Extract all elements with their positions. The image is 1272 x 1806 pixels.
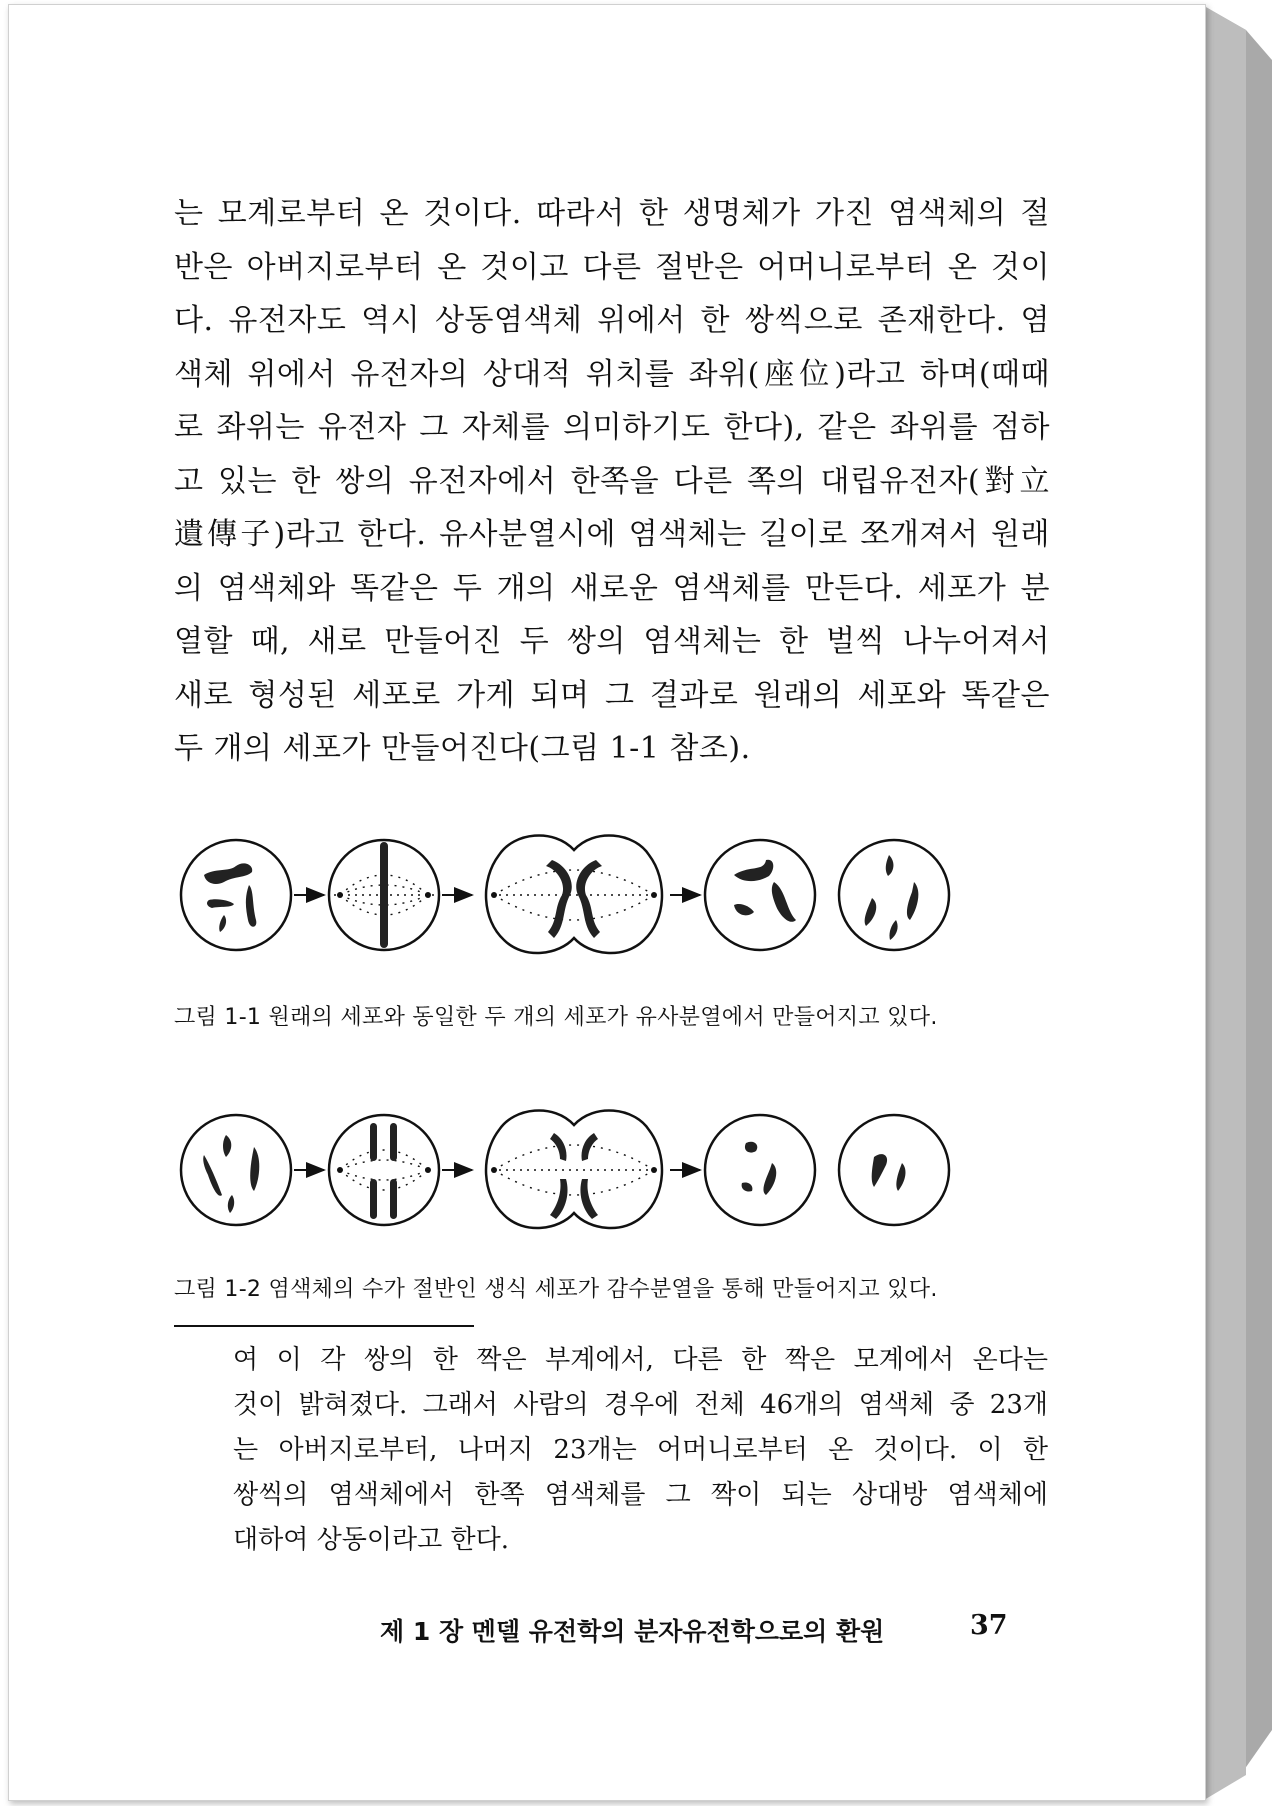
- running-head: 제 1 장 멘델 유전학의 분자유전학으로의 환원: [380, 1617, 885, 1646]
- figure1-caption: 그림 1-1 원래의 세포와 동일한 두 개의 세포가 유사분열에서 만들어지고 있다.: [174, 1005, 938, 1030]
- body-line: 고 있는 한 쌍의 유전자에서 한쪽을 다른 쪽의 대립유전자(對立: [174, 463, 1050, 499]
- cell-metaphase-i: [329, 1115, 439, 1225]
- cell-anaphase-i: [486, 1110, 662, 1228]
- body-line: 반은 아버지로부터 온 것이고 다른 절반은 어머니로부터 온 것이: [174, 249, 1050, 285]
- body-paragraph: [174, 187, 1050, 776]
- daughter-cell-2: [839, 840, 949, 950]
- footnote-line: 는 아버지로부터, 나머지 23개는 어머니로부터 온 것이다. 이 한: [233, 1435, 1048, 1465]
- footnote-line: 쌍씩의 염색체에서 한쪽 염색체를 그 짝이 되는 상대방 염색체에: [233, 1480, 1048, 1510]
- body-line: 열할 때, 새로 만들어진 두 쌍의 염색체는 한 벌씩 나누어져서: [174, 624, 1050, 659]
- cell-anaphase: [486, 835, 662, 953]
- gamete-cell-1: [705, 1115, 815, 1225]
- cell-prophase: [181, 1115, 291, 1225]
- footnote-line: 여 이 각 쌍의 한 짝은 부계에서, 다른 한 짝은 모계에서 온다는: [233, 1345, 1048, 1375]
- body-line: 색체 위에서 유전자의 상대적 위치를 좌위(座位)라고 하며(때때: [174, 356, 1050, 392]
- body-line: 두 개의 세포가 만들어진다(그림 1-1 참조).: [174, 731, 751, 766]
- mitosis-figure: [174, 820, 1054, 970]
- body-line: 새로 형성된 세포로 가게 되며 그 결과로 원래의 세포와 똑같은: [174, 677, 1050, 713]
- body-line: 遺傳子)라고 한다. 유사분열시에 염색체는 길이로 쪼개져서 원래: [174, 517, 1050, 552]
- meiosis-figure: [174, 1095, 1054, 1245]
- footnote-line: 대하여 상동이라고 한다.: [233, 1525, 509, 1555]
- body-line: 다. 유전자도 역시 상동염색체 위에서 한 쌍씩으로 존재한다. 염: [174, 303, 1050, 338]
- cell-metaphase: [329, 840, 439, 950]
- daughter-cell-1: [705, 840, 815, 950]
- body-line: 로 좌위는 유전자 그 자체를 의미하기도 한다), 같은 좌위를 점하: [174, 410, 1050, 445]
- page-number: 37: [970, 1610, 1008, 1641]
- figure2-caption: 그림 1-2 염색체의 수가 절반인 생식 세포가 감수분열을 통해 만들어지고 있다.: [174, 1277, 938, 1302]
- footnote: [233, 1338, 1048, 1563]
- body-line: 는 모계로부터 온 것이다. 따라서 한 생명체가 가진 염색체의 절: [174, 196, 1050, 231]
- cell-interphase: [181, 840, 291, 950]
- footnote-line: 것이 밝혀졌다. 그래서 사람의 경우에 전체 46개의 염색체 중 23개: [233, 1390, 1048, 1420]
- body-line: 의 염색체와 똑같은 두 개의 새로운 염색체를 만든다. 세포가 분: [174, 570, 1050, 606]
- gamete-cell-2: [839, 1115, 949, 1225]
- footnote-divider: [174, 1325, 474, 1327]
- book-page-edge: [1204, 0, 1272, 1806]
